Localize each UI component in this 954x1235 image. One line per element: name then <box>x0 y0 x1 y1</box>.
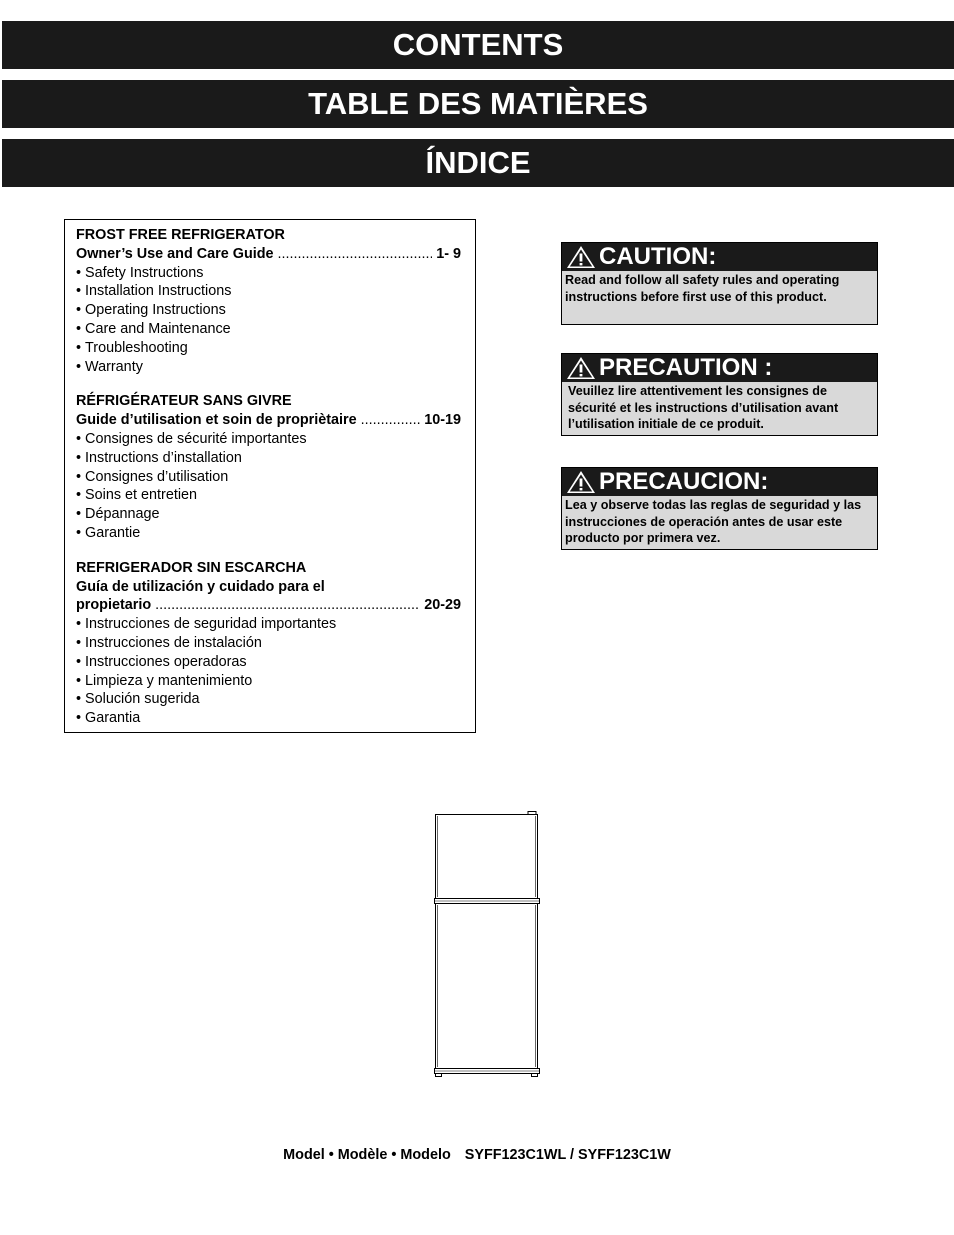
list-item: • Dépannage <box>76 505 461 524</box>
precaucion-box <box>561 467 878 550</box>
toc-french-pages: 10-19 <box>424 412 461 429</box>
toc-dot-leader <box>278 245 433 264</box>
toc-spanish-title: REFRIGERADOR SIN ESCARCHA <box>76 559 307 576</box>
toc-french-guide-text: Guide d’utilisation et soin de propriètaire <box>76 412 357 429</box>
list-item: • Soins et entretien <box>76 486 461 505</box>
list-item: • Instrucciones de seguridad importantes <box>76 615 461 634</box>
toc-spanish-guide <box>76 596 461 615</box>
precaution-title: PRECAUTION : <box>599 354 773 381</box>
list-item: • Operating Instructions <box>76 301 461 320</box>
toc-spanish-guide-line1: Guía de utilización y cuidado para el <box>76 578 325 595</box>
model-numbers: SYFF123C1WL / SYFF123C1W <box>464 1147 671 1163</box>
list-item: • Safety Instructions <box>76 264 461 283</box>
list-item: • Instructions d’installation <box>76 449 461 468</box>
toc-spanish-pages: 20-29 <box>424 597 461 614</box>
model-label: Model • Modèle • Modelo <box>283 1147 451 1163</box>
list-item: • Instrucciones de instalación <box>76 634 461 653</box>
list-item: • Warranty <box>76 358 461 377</box>
precaution-header <box>562 354 877 382</box>
banner-contents: CONTENTS <box>2 21 954 69</box>
precaution-box <box>561 353 878 436</box>
toc-english-guide <box>76 245 461 264</box>
banner-table-des-matieres: TABLE DES MATIÈRES <box>2 80 954 128</box>
toc-english-title: FROST FREE REFRIGERATOR <box>76 227 285 243</box>
caution-box <box>561 242 878 325</box>
caution-header <box>562 243 877 271</box>
toc-spanish-list <box>76 615 461 728</box>
toc-english-guide-text: Owner’s Use and Care Guide <box>76 245 274 262</box>
model-line <box>0 1147 954 1163</box>
list-item: • Troubleshooting <box>76 339 461 358</box>
list-item: • Installation Instructions <box>76 282 461 301</box>
list-item: • Care and Maintenance <box>76 320 461 339</box>
list-item: • Consignes de sécurité importantes <box>76 430 461 449</box>
warning-triangle-icon <box>565 469 597 495</box>
list-item: • Garantia <box>76 709 461 728</box>
list-item: • Consignes d’utilisation <box>76 468 461 487</box>
toc-english-pages: 1- 9 <box>436 245 461 262</box>
precaucion-text: Lea y observe todas las reglas de seguridad y las instrucciones de operación antes de usar este producto por primera vez. <box>565 498 862 546</box>
caution-title: CAUTION: <box>599 243 717 270</box>
toc-french-list <box>76 430 461 543</box>
table-of-contents-box <box>64 219 476 733</box>
list-item: • Solución sugerida <box>76 690 461 709</box>
caution-text: Read and follow all safety rules and operating instructions before first use of this product. <box>565 273 840 304</box>
list-item: • Instrucciones operadoras <box>76 653 461 672</box>
toc-dot-leader <box>361 411 421 430</box>
list-item: • Garantie <box>76 524 461 543</box>
precaucion-header <box>562 468 877 496</box>
warning-triangle-icon <box>565 355 597 381</box>
toc-english-list <box>76 264 461 377</box>
list-item: • Limpieza y mantenimiento <box>76 672 461 691</box>
toc-french-guide <box>76 411 461 430</box>
precaucion-title: PRECAUCION: <box>599 468 769 495</box>
banner-indice: ÍNDICE <box>2 139 954 187</box>
refrigerator-illustration <box>433 810 543 1080</box>
precaution-text: Veuillez lire attentivement les consignes de sécurité et les instructions d’utilisation avant l’utilisation initiale de ce produit. <box>568 384 839 432</box>
warning-triangle-icon <box>565 244 597 270</box>
toc-dot-leader <box>155 596 420 615</box>
toc-spanish-guide-text: propietario <box>76 597 152 614</box>
toc-french-title: RÉFRIGÉRATEUR SANS GIVRE <box>76 393 292 410</box>
